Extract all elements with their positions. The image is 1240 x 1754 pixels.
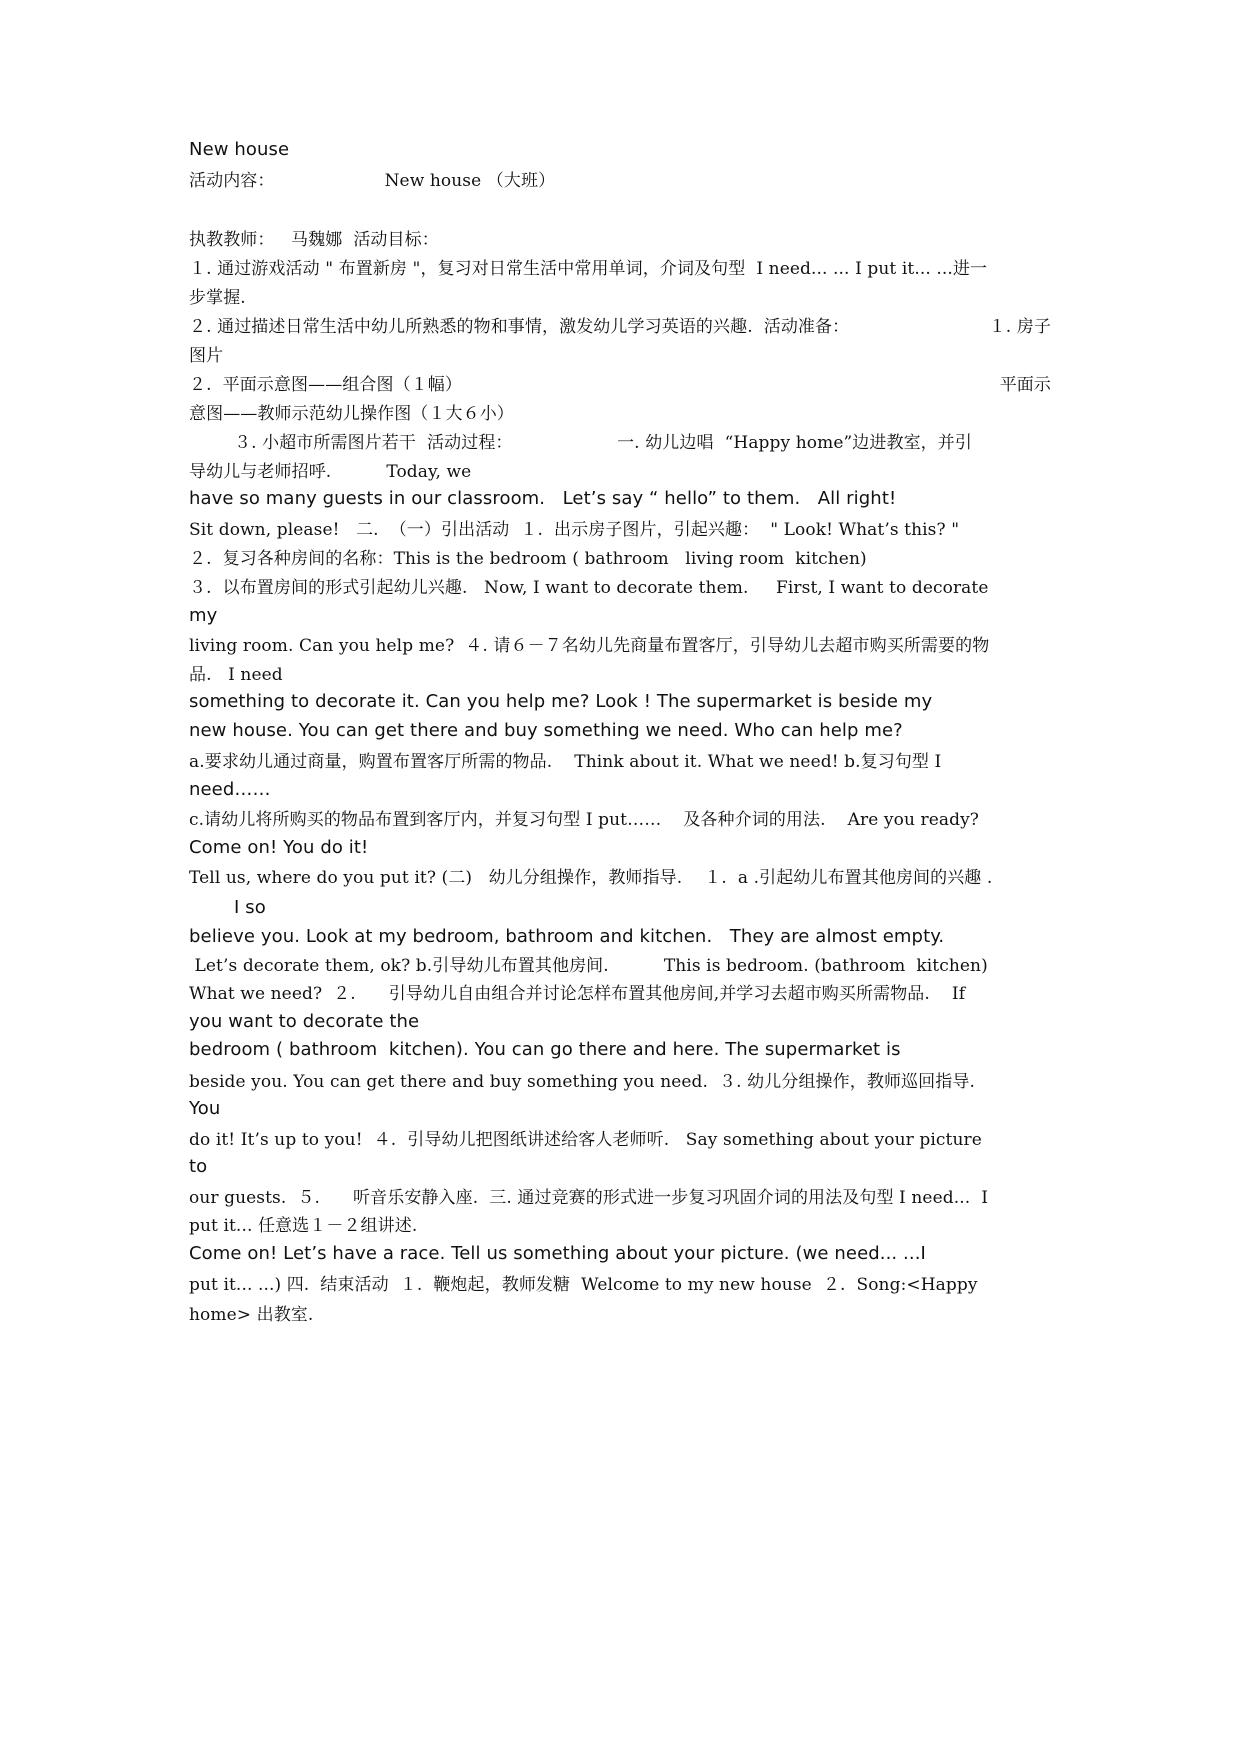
text-line: Let’s decorate them, ok? b.引导幼儿布置其他房间. This is bedroom. (bathroom kitchen) xyxy=(189,956,988,976)
text-line: １. 房子 xyxy=(988,317,1051,337)
text-line: You xyxy=(189,1098,221,1119)
text-line: living room. Can you help me? ４. 请６－７名幼儿先商量布置客厅，引导幼儿去超市购买所需要的物 xyxy=(189,636,990,656)
text-line: home> 出教室. xyxy=(189,1305,314,1325)
text-line: do it! It’s up to you! ４. 引导幼儿把图纸讲述给客人老师听. Say something about your picture xyxy=(189,1130,982,1150)
text-line: you want to decorate the xyxy=(189,1011,420,1032)
text-line: 步掌握. xyxy=(189,288,246,308)
text-line: I so xyxy=(234,897,266,918)
text-line: Tell us, where do you put it? (二) 幼儿分组操作，教师指导. １. a .引起幼儿布置其他房间的兴趣 . xyxy=(189,868,993,888)
text-line: have so many guests in our classroom. Let’s say “ hello” to them. All right! xyxy=(189,488,897,509)
text-line: ３. 以布置房间的形式引起幼儿兴趣. Now, I want to decorate them. First, I want to decorate xyxy=(189,578,989,598)
text-line: need…… xyxy=(189,779,271,800)
text-line: believe you. Look at my bedroom, bathroom and kitchen. They are almost empty. xyxy=(189,926,945,947)
text-line: Sit down, please! 二. （一）引出活动 １. 出示房子图片，引起兴趣： " Look! What’s this? " xyxy=(189,520,960,540)
text-line: １. 通过游戏活动 " 布置新房 "，复习对日常生活中常用单词，介词及句型 I need... ... I put it... ...进一 xyxy=(189,259,988,279)
text-line: 活动内容： New house （大班） xyxy=(189,171,556,191)
document-title: New house xyxy=(189,139,290,160)
text-line: bedroom ( bathroom kitchen). You can go there and here. The supermarket is xyxy=(189,1039,901,1060)
text-line: 执教教师： 马魏娜 活动目标： xyxy=(189,230,439,250)
text-line: 平面示 xyxy=(999,375,1051,395)
text-line: to xyxy=(189,1156,208,1177)
text-line: Come on! Let’s have a race. Tell us something about your picture. (we need... ...I xyxy=(189,1243,926,1264)
text-line: 意图——教师示范幼儿操作图（１大６小） xyxy=(189,404,514,424)
text-line: beside you. You can get there and buy something you need. ３. 幼儿分组操作，教师巡回指导. xyxy=(189,1072,975,1092)
text-line: something to decorate it. Can you help me? Look ! The supermarket is beside my xyxy=(189,691,933,712)
text-line: c.请幼儿将所购买的物品布置到客厅内，并复习句型 I put…… 及各种介词的用法. Are you ready? xyxy=(189,810,980,830)
text-line: our guests. ５. 听音乐安静入座. 三. 通过竞赛的形式进一步复习巩固介词的用法及句型 I need... I xyxy=(189,1188,989,1208)
text-line: a.要求幼儿通过商量，购置布置客厅所需的物品. Think about it. What we need! b.复习句型 I xyxy=(189,752,942,772)
text-line: my xyxy=(189,605,218,626)
text-line: put it... ...) 四. 结束活动 １. 鞭炮起，教师发糖 Welcome to my new house ２. Song:<Happy xyxy=(189,1275,978,1295)
text-line: put it... 任意选１－２组讲述. xyxy=(189,1216,418,1236)
text-line: ２. 平面示意图——组合图（１幅） xyxy=(189,375,463,395)
text-line: 导幼儿与老师招呼. Today, we xyxy=(189,462,472,482)
text-line: 图片 xyxy=(189,346,224,366)
text-line: Come on! You do it! xyxy=(189,837,369,858)
text-line: ２. 复习各种房间的名称：This is the bedroom ( bathroom living room kitchen) xyxy=(189,549,867,569)
text-line: ２. 通过描述日常生活中幼儿所熟悉的物和事情，激发幼儿学习英语的兴趣. 活动准备： xyxy=(189,317,850,337)
text-line: new house. You can get there and buy something we need. Who can help me? xyxy=(189,720,903,741)
text-line: 品. I need xyxy=(189,665,283,685)
text-line: What we need? ２. 引导幼儿自由组合并讨论怎样布置其他房间,并学习去超市购买所需物品. If xyxy=(189,984,966,1004)
text-line: ３. 小超市所需图片若干 活动过程： 一. 幼儿边唱 “Happy home”边进教室，并引 xyxy=(234,433,972,453)
